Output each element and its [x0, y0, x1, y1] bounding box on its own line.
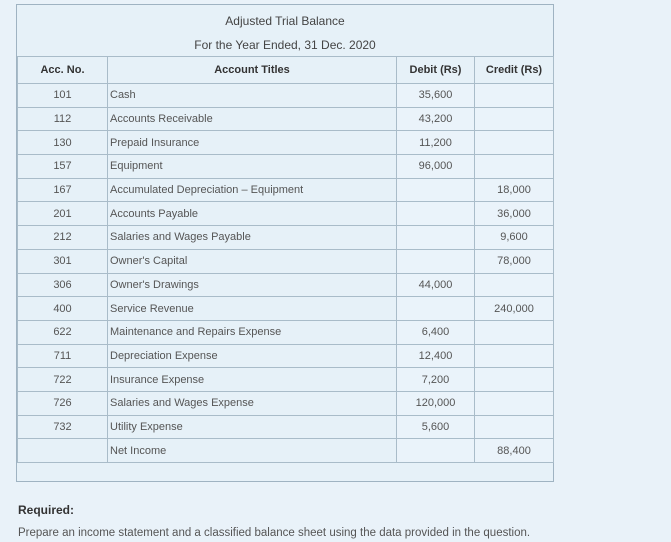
- account-title-cell: Maintenance and Repairs Expense: [108, 320, 397, 344]
- table-row: [18, 297, 554, 321]
- credit-cell: [475, 131, 554, 155]
- account-title-cell: Accounts Payable: [108, 202, 397, 226]
- debit-cell: [397, 439, 475, 463]
- account-title-cell: Equipment: [108, 155, 397, 179]
- credit-cell: [475, 415, 554, 439]
- debit-cell: [397, 297, 475, 321]
- account-title-cell: Salaries and Wages Payable: [108, 226, 397, 250]
- acc-no-cell: 130: [18, 131, 108, 155]
- credit-cell: [475, 155, 554, 179]
- sheet-subtitle: For the Year Ended, 31 Dec. 2020: [194, 38, 376, 52]
- table-row: [18, 439, 554, 463]
- credit-cell: [475, 320, 554, 344]
- credit-cell: 18,000: [475, 178, 554, 202]
- table-row: [18, 368, 554, 392]
- table-row: [18, 202, 554, 226]
- credit-cell: [475, 344, 554, 368]
- debit-cell: [397, 202, 475, 226]
- account-title-cell: Owner's Drawings: [108, 273, 397, 297]
- debit-cell: 5,600: [397, 415, 475, 439]
- debit-cell: [397, 178, 475, 202]
- credit-cell: [475, 391, 554, 415]
- trial-balance-table: [17, 56, 554, 463]
- account-title-cell: Accumulated Depreciation – Equipment: [108, 178, 397, 202]
- acc-no-cell: 722: [18, 368, 108, 392]
- credit-cell: [475, 84, 554, 108]
- table-row: [18, 320, 554, 344]
- table-row: [18, 155, 554, 179]
- debit-cell: 96,000: [397, 155, 475, 179]
- debit-cell: 6,400: [397, 320, 475, 344]
- account-title-cell: Service Revenue: [108, 297, 397, 321]
- acc-no-cell: 301: [18, 249, 108, 273]
- table-row: [18, 107, 554, 131]
- account-title-cell: Accounts Receivable: [108, 107, 397, 131]
- credit-cell: [475, 107, 554, 131]
- account-title-cell: Owner's Capital: [108, 249, 397, 273]
- account-title-cell: Salaries and Wages Expense: [108, 391, 397, 415]
- table-row: [18, 415, 554, 439]
- acc-no-cell: [18, 439, 108, 463]
- account-title-cell: Utility Expense: [108, 415, 397, 439]
- debit-cell: 12,400: [397, 344, 475, 368]
- acc-no-cell: 400: [18, 297, 108, 321]
- acc-no-cell: 622: [18, 320, 108, 344]
- column-header-account-titles: Account Titles: [108, 57, 397, 84]
- acc-no-cell: 101: [18, 84, 108, 108]
- table-row: [18, 84, 554, 108]
- credit-cell: 9,600: [475, 226, 554, 250]
- table-row: [18, 249, 554, 273]
- credit-cell: 240,000: [475, 297, 554, 321]
- debit-cell: 11,200: [397, 131, 475, 155]
- required-label: Required:: [18, 503, 75, 517]
- debit-cell: 43,200: [397, 107, 475, 131]
- acc-no-cell: 167: [18, 178, 108, 202]
- acc-no-cell: 212: [18, 226, 108, 250]
- acc-no-cell: 112: [18, 107, 108, 131]
- table-row: [18, 178, 554, 202]
- trial-balance-sheet: [16, 4, 554, 482]
- column-header-credit: Credit (Rs): [475, 57, 554, 84]
- debit-cell: 35,600: [397, 84, 475, 108]
- column-header-acc-no: Acc. No.: [18, 57, 108, 84]
- acc-no-cell: 201: [18, 202, 108, 226]
- account-title-cell: Net Income: [108, 439, 397, 463]
- table-header-row: [18, 57, 554, 84]
- debit-cell: [397, 249, 475, 273]
- required-text: Prepare an income statement and a classified balance sheet using the data provided in the question.: [18, 527, 531, 539]
- credit-cell: 36,000: [475, 202, 554, 226]
- table-row: [18, 226, 554, 250]
- table-row: [18, 131, 554, 155]
- credit-cell: [475, 273, 554, 297]
- debit-cell: 120,000: [397, 391, 475, 415]
- credit-cell: 78,000: [475, 249, 554, 273]
- debit-cell: 44,000: [397, 273, 475, 297]
- account-title-cell: Depreciation Expense: [108, 344, 397, 368]
- debit-cell: [397, 226, 475, 250]
- acc-no-cell: 711: [18, 344, 108, 368]
- column-header-debit: Debit (Rs): [397, 57, 475, 84]
- account-title-cell: Cash: [108, 84, 397, 108]
- acc-no-cell: 157: [18, 155, 108, 179]
- acc-no-cell: 732: [18, 415, 108, 439]
- debit-cell: 7,200: [397, 368, 475, 392]
- account-title-cell: Prepaid Insurance: [108, 131, 397, 155]
- table-body: [18, 84, 554, 463]
- credit-cell: [475, 368, 554, 392]
- acc-no-cell: 306: [18, 273, 108, 297]
- table-row: [18, 391, 554, 415]
- table-row: [18, 273, 554, 297]
- credit-cell: 88,400: [475, 439, 554, 463]
- sheet-title: Adjusted Trial Balance: [225, 14, 345, 28]
- account-title-cell: Insurance Expense: [108, 368, 397, 392]
- table-row: [18, 344, 554, 368]
- acc-no-cell: 726: [18, 391, 108, 415]
